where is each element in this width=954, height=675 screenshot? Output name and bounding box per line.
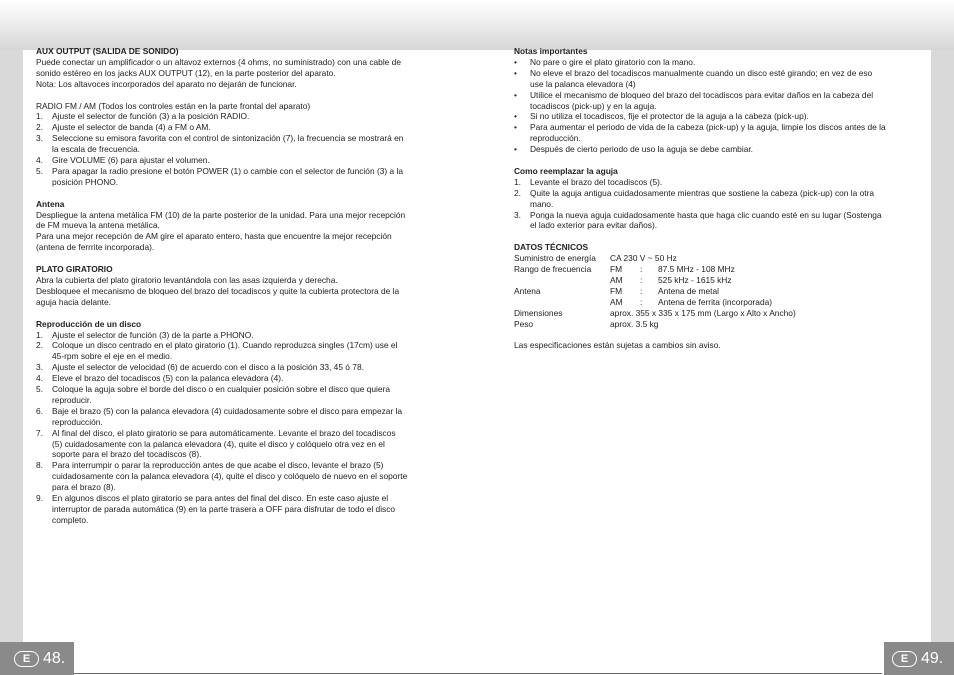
- notas-heading: Notas importantes: [514, 46, 588, 56]
- list-item: [514, 144, 919, 155]
- list-item: [514, 188, 919, 199]
- list-marker: [36, 144, 52, 155]
- list-item: [36, 144, 438, 155]
- list-marker: 1.: [36, 329, 43, 340]
- spec-cell: FM: [610, 264, 623, 275]
- list-text: Ajuste el selector de función (3) de la parte a PHONO.: [52, 329, 254, 340]
- list-text: use la palanca elevadora (4): [530, 78, 636, 89]
- list-item: [36, 439, 438, 450]
- text-line: Puede conectar un amplificador o un altavoz externos (4 ohms, no suministrado) con una cable de: [36, 56, 401, 67]
- list-marker: [36, 504, 52, 515]
- aux-output-text: [36, 57, 438, 90]
- list-marker: [36, 177, 52, 188]
- list-item: [36, 362, 438, 373]
- spec-row: [514, 319, 919, 330]
- list-item: [36, 340, 438, 351]
- list-marker: 2.: [36, 122, 43, 133]
- list-text: mano.: [530, 198, 554, 209]
- list-marker: •: [514, 111, 517, 122]
- list-text: soporte para el brazo del tocadiscos (8).: [52, 449, 202, 460]
- plato-heading: PLATO GIRATORIO: [36, 264, 113, 275]
- right-column: [514, 46, 919, 351]
- list-marker: 3.: [514, 209, 521, 220]
- spec-cell: [514, 275, 610, 286]
- list-marker: •: [514, 56, 517, 67]
- list-marker: [36, 482, 52, 493]
- list-text: Al final del disco, el plato giratorio se para automáticamente. Levante el brazo del tocadiscos: [52, 427, 396, 438]
- list-marker: 4.: [36, 373, 43, 384]
- list-text: el lado exterior para evitar daños).: [530, 220, 658, 231]
- list-item: [36, 406, 438, 417]
- list-text: Gire VOLUME (6) para ajustar el volumen.: [52, 155, 210, 166]
- text-line: sonido estéreo en los jacks AUX OUTPUT (12), en la parte posterior del aparato.: [36, 67, 336, 78]
- left-margin-strip: [0, 50, 23, 675]
- list-item: [514, 79, 919, 90]
- list-item: [36, 471, 438, 482]
- list-item: [514, 177, 919, 188]
- list-item: [514, 199, 919, 210]
- spec-cell: :: [640, 275, 643, 285]
- notas-list: [514, 57, 919, 155]
- list-marker: •: [514, 122, 517, 133]
- right-margin-strip: [931, 50, 954, 675]
- list-item: [36, 449, 438, 460]
- antena-text: [36, 210, 438, 254]
- list-text: la escala de frecuencia.: [52, 144, 140, 155]
- list-text: Ponga la nueva aguja cuidadosamente hasta que haga clic cuando esté en su lugar (Sostenga: [530, 209, 882, 220]
- spec-row: [514, 297, 919, 308]
- aux-output-heading: AUX OUTPUT (SALIDA DE SONIDO): [36, 46, 179, 56]
- list-text: (5) cuidadosamente con la palanca elevadora (4), quite el disco y colóquelo otra vez en el: [52, 438, 385, 449]
- spec-cell: :: [640, 296, 643, 307]
- list-text: Si no utiliza el tocadiscos, fije el protector de la aguja a la cabeza (pick-up).: [530, 111, 809, 122]
- list-marker: 8.: [36, 460, 43, 471]
- list-text: Quite la aguja antigua cuidadosamente mientras que sostiene la cabeza (pick-up) con la otra: [530, 187, 875, 198]
- list-text: Ajuste el selector de velocidad (6) de acuerdo con el disco a la posición 33, 45 ó 78.: [52, 362, 364, 373]
- list-item: [514, 90, 919, 101]
- reproduccion-steps: [36, 330, 438, 526]
- list-item: [36, 417, 438, 428]
- list-text: Después de cierto periodo de uso la aguja se debe cambiar.: [530, 144, 754, 155]
- text-line: Desbloquee el mecanismo de bloqueo del brazo del tocadiscos y quite la cubierta protectora de la: [36, 285, 400, 296]
- spec-cell: Suministro de energía: [514, 253, 596, 264]
- list-item: [514, 101, 919, 112]
- spec-row: [514, 264, 919, 275]
- list-item: [36, 351, 438, 362]
- datos-heading: DATOS TÉCNICOS: [514, 242, 589, 253]
- spec-row: [514, 253, 919, 264]
- list-text: reproducir.: [52, 394, 92, 405]
- list-marker: [36, 351, 52, 362]
- radio-heading: RADIO FM / AM (Todos los controles están en la parte frontal del aparato): [36, 100, 311, 111]
- spec-cell: Peso: [514, 318, 534, 329]
- list-marker: •: [514, 67, 517, 78]
- list-text: Eleve el brazo del tocadiscos (5) con la palanca elevadora (4).: [52, 373, 284, 384]
- spec-row: [514, 275, 919, 286]
- text-line: Para una mejor recepción de AM gire el aparato entero, hasta que encuentre la mejor recepción: [36, 231, 392, 242]
- list-item: [514, 133, 919, 144]
- list-text: Baje el brazo (5) con la palanca elevadora (4) cuidadosamente sobre el disco para empezar la: [52, 405, 403, 416]
- spec-cell: FM: [610, 285, 623, 296]
- reproduccion-heading: Reproducción de un disco: [36, 318, 142, 329]
- list-marker: 9.: [36, 493, 43, 504]
- list-marker: [514, 133, 530, 144]
- spec-cell: AM: [610, 296, 623, 307]
- list-marker: •: [514, 89, 517, 100]
- list-text: Ajuste el selector de banda (4) a FM o AM.: [52, 122, 211, 133]
- list-marker: [36, 471, 52, 482]
- list-item: [36, 122, 438, 133]
- list-text: No pare o gire el plato giratorio con la mano.: [530, 56, 696, 67]
- list-marker: 1.: [514, 176, 521, 187]
- specs-table: [514, 253, 919, 329]
- list-marker: [36, 439, 52, 450]
- list-marker: 2.: [36, 340, 43, 351]
- list-item: [514, 122, 919, 133]
- footer-rule: [72, 673, 882, 674]
- list-text: posición PHONO.: [52, 176, 119, 187]
- spec-cell: [514, 297, 610, 308]
- list-text: Coloque la aguja sobre el borde del disco o en cualquier posición sobre el disco que quiera: [52, 384, 391, 395]
- list-text: Coloque un disco centrado en el plato giratorio (1). Cuando reproduzca singles (17cm) use el: [52, 340, 398, 351]
- list-item: [36, 330, 438, 341]
- radio-steps: [36, 111, 438, 187]
- spec-cell: aprox. 3.5 kg: [610, 318, 659, 329]
- list-text: Utilice el mecanismo de bloqueo del brazo del tocadiscos para evitar daños en la cabeza del: [530, 89, 874, 100]
- plato-text: [36, 275, 438, 308]
- list-marker: 3.: [36, 362, 43, 373]
- spec-row: [514, 308, 919, 319]
- spec-cell: AM: [610, 275, 623, 285]
- page-number-right: [884, 642, 954, 675]
- list-marker: [36, 515, 52, 526]
- text-line: Nota: Los altavoces incorporados del aparato no dejarán de funcionar.: [36, 78, 297, 89]
- spec-cell: Antena: [514, 285, 541, 296]
- list-marker: 6.: [36, 405, 43, 416]
- list-item: [36, 515, 438, 526]
- list-item: [36, 428, 438, 439]
- list-marker: 7.: [36, 427, 43, 438]
- spec-cell: Antena de metal: [658, 285, 719, 296]
- list-text: No eleve el brazo del tocadiscos manualmente cuando un disco esté girando; en vez de eso: [530, 67, 873, 78]
- list-item: [36, 395, 438, 406]
- list-item: [36, 155, 438, 166]
- list-marker: 4.: [36, 155, 43, 166]
- list-marker: [36, 417, 52, 428]
- spec-cell: Dimensiones: [514, 307, 563, 318]
- left-column: [36, 46, 438, 526]
- list-text: Ajuste el selector de función (3) a la posición RADIO.: [52, 111, 250, 122]
- spec-row: [514, 286, 919, 297]
- list-item: [36, 111, 438, 122]
- list-text: Para interrumpir o parar la reproducción antes de que acabe el disco, levante el brazo (5): [52, 460, 384, 471]
- text-line: (antena de ferrrite incorporada).: [36, 242, 155, 253]
- text-line: Abra la cubierta del plato giratorio levantándola con las asas izquierda y derecha.: [36, 274, 338, 285]
- aguja-steps: [514, 177, 919, 232]
- spec-cell: 87.5 MHz - 108 MHz: [658, 264, 735, 275]
- list-marker: 1.: [36, 111, 43, 122]
- list-item: [36, 384, 438, 395]
- page-number: 48.: [43, 649, 66, 667]
- list-marker: [514, 199, 530, 210]
- list-item: [36, 133, 438, 144]
- spec-cell: Rango de frecuencia: [514, 264, 592, 275]
- header-band: [0, 0, 954, 50]
- list-text: interruptor de parada automática (9) en la parte trasera a OFF para disfrutar de todo el disco: [52, 504, 396, 514]
- list-marker: [514, 220, 530, 231]
- list-item: [36, 166, 438, 177]
- page-number-left: [0, 642, 74, 675]
- list-text: En algunos discos el plato giratorio se para antes del final del disco. En este caso ajuste el: [52, 493, 389, 504]
- spec-cell: Antena de ferrita (incorporada): [658, 296, 773, 307]
- list-item: [36, 493, 438, 504]
- list-text: Seleccione su emisora favorita con el control de sintonización (7), la frecuencia se mostrará en: [52, 133, 404, 144]
- list-item: [36, 373, 438, 384]
- list-text: Para apagar la radio presione el botón POWER (1) o cambie con el selector de función (3) a la: [52, 165, 404, 176]
- list-text: completo.: [52, 514, 89, 525]
- list-text: para el brazo (8).: [52, 482, 116, 493]
- list-text: tocadiscos (pick-up) y en la aguja.: [530, 100, 657, 111]
- list-item: [514, 220, 919, 231]
- list-text: Para aumentar el periodo de vida de la cabeza (pick-up) y la aguja, limpie los discos antes de la: [530, 122, 886, 133]
- list-item: [514, 111, 919, 122]
- text-line: aguja hacia delante.: [36, 296, 111, 307]
- list-marker: 2.: [514, 187, 521, 198]
- spec-cell: :: [640, 264, 643, 275]
- antena-heading: Antena: [36, 198, 65, 209]
- list-text: 45-rpm sobre el eje en el medio.: [52, 351, 173, 362]
- list-item: [514, 68, 919, 79]
- language-badge: E: [14, 651, 39, 667]
- list-marker: •: [514, 144, 517, 155]
- list-marker: 3.: [36, 133, 43, 144]
- list-item: [36, 460, 438, 471]
- spec-cell: 525 kHz - 1615 kHz: [658, 275, 732, 285]
- list-item: [36, 504, 438, 515]
- list-text: cuidadosamente con la palanca elevadora (4), quite el disco y colóquelo de nuevo en el soporte: [52, 471, 408, 482]
- list-marker: [514, 79, 530, 90]
- list-marker: [36, 395, 52, 406]
- list-item: [514, 57, 919, 68]
- aguja-heading: Como reemplazar la aguja: [514, 165, 618, 176]
- spec-cell: :: [640, 285, 643, 296]
- list-item: [514, 210, 919, 221]
- page-number: 49.: [921, 649, 944, 667]
- spec-cell: aprox. 355 x 335 x 175 mm (Largo x Alto x Ancho): [610, 307, 796, 318]
- text-line: Despliegue la antena metálica FM (10) de la parte posterior de la unidad. Para una mejor recepción: [36, 209, 406, 220]
- list-text: Levante el brazo del tocadiscos (5).: [530, 176, 663, 187]
- language-badge: E: [892, 651, 917, 667]
- list-text: reproducción.: [530, 133, 581, 144]
- list-marker: [514, 101, 530, 112]
- text-line: de FM mueva la antena metálica.: [36, 220, 160, 231]
- list-text: reproducción.: [52, 416, 103, 427]
- list-marker: 5.: [36, 165, 43, 176]
- list-item: [36, 177, 438, 188]
- list-marker: 5.: [36, 384, 43, 395]
- spec-cell: CA 230 V ~ 50 Hz: [610, 253, 677, 264]
- list-marker: [36, 449, 52, 460]
- footer-note: Las especificaciones están sujetas a cambios sin aviso.: [514, 340, 721, 351]
- list-item: [36, 482, 438, 493]
